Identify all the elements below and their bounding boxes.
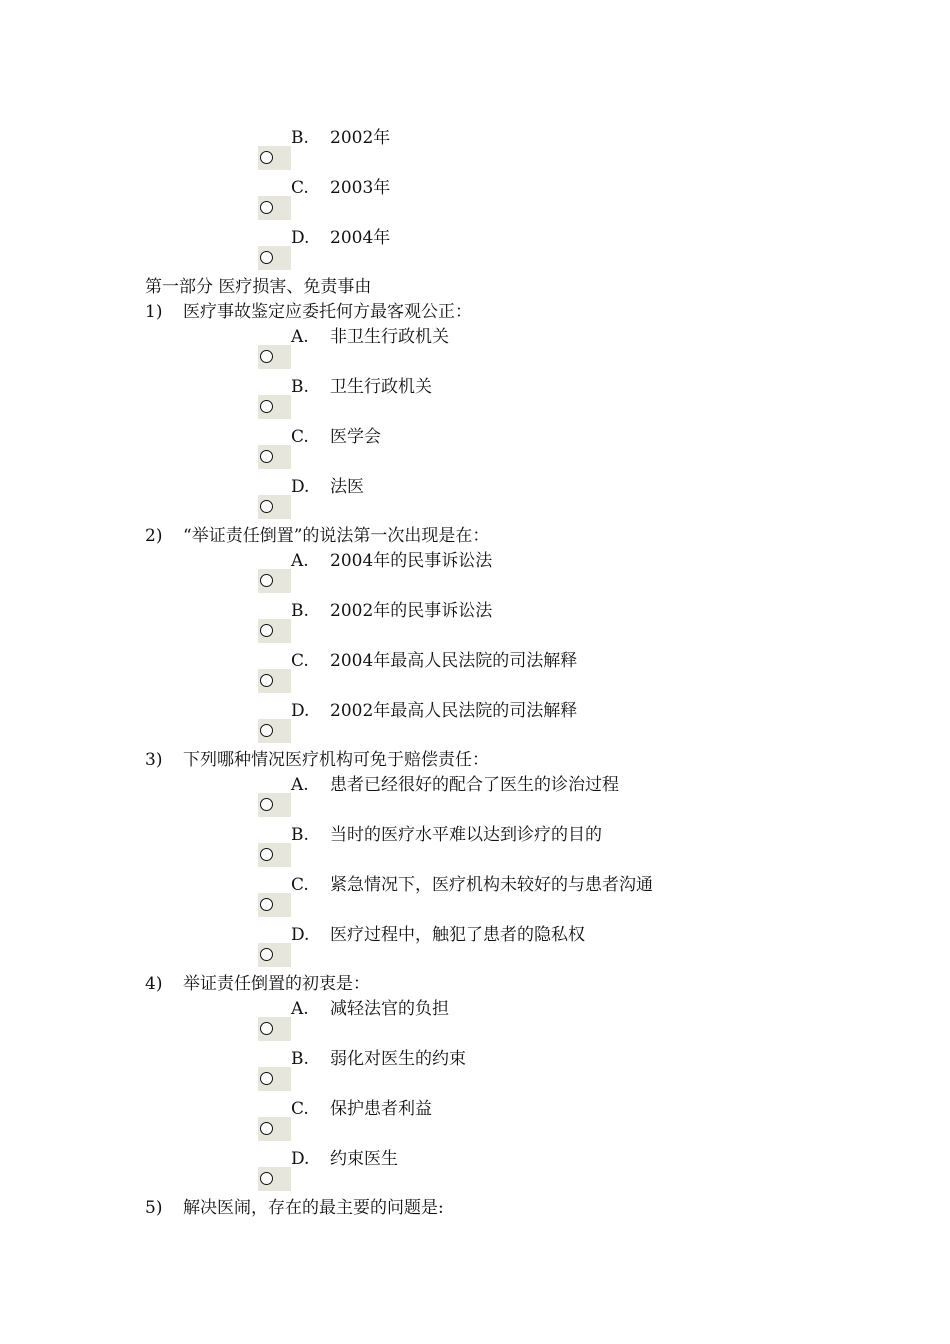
option-text: 2004年最高人民法院的司法解释	[330, 651, 578, 671]
option-letter: D.	[291, 477, 310, 497]
option-text: 2002年的民事诉讼法	[330, 601, 493, 621]
option-text: 医学会	[330, 427, 381, 447]
option-letter: B.	[291, 1049, 309, 1069]
option-text: 2003年	[330, 178, 391, 198]
radio-button[interactable]	[258, 843, 291, 867]
option-text: 减轻法官的负担	[330, 999, 449, 1019]
option-letter: B.	[291, 601, 309, 621]
option-letter: D.	[291, 701, 310, 721]
question-text: 解决医闹，存在的最主要的问题是:	[183, 1198, 444, 1218]
radio-button[interactable]	[258, 196, 291, 220]
radio-button[interactable]	[258, 445, 291, 469]
radio-circle-icon	[260, 624, 273, 637]
option-text: 非卫生行政机关	[330, 327, 449, 347]
radio-circle-icon	[260, 500, 273, 513]
option-letter: A.	[291, 327, 309, 347]
radio-circle-icon	[260, 400, 273, 413]
radio-button[interactable]	[258, 943, 291, 967]
question-number: 5)	[145, 1198, 163, 1218]
radio-button[interactable]	[258, 345, 291, 369]
option-text: 2004年的民事诉讼法	[330, 551, 493, 571]
radio-button[interactable]	[258, 619, 291, 643]
radio-circle-icon	[260, 450, 273, 463]
radio-button[interactable]	[258, 1017, 291, 1041]
radio-button[interactable]	[258, 719, 291, 743]
radio-circle-icon	[260, 1072, 273, 1085]
radio-circle-icon	[260, 1122, 273, 1135]
option-letter: C.	[291, 427, 309, 447]
option-text: 2002年	[330, 128, 391, 148]
option-text: 患者已经很好的配合了医生的诊治过程	[330, 775, 619, 795]
section-title: 第一部分 医疗损害、免责事由	[145, 277, 372, 297]
option-letter: A.	[291, 999, 309, 1019]
radio-circle-icon	[260, 251, 273, 264]
option-text: 2002年最高人民法院的司法解释	[330, 701, 578, 721]
radio-button[interactable]	[258, 669, 291, 693]
option-letter: B.	[291, 128, 309, 148]
option-letter: D.	[291, 228, 310, 248]
radio-button[interactable]	[258, 569, 291, 593]
option-letter: D.	[291, 925, 310, 945]
option-letter: C.	[291, 875, 309, 895]
radio-button[interactable]	[258, 1117, 291, 1141]
radio-button[interactable]	[258, 793, 291, 817]
option-text: 保护患者利益	[330, 1099, 432, 1119]
option-text: 法医	[330, 477, 364, 497]
option-letter: B.	[291, 825, 309, 845]
option-text: 约束医生	[330, 1149, 398, 1169]
option-text: 弱化对医生的约束	[330, 1049, 466, 1069]
question-number: 3)	[145, 750, 163, 770]
radio-circle-icon	[260, 1022, 273, 1035]
option-text: 紧急情况下，医疗机构未较好的与患者沟通	[330, 875, 653, 895]
option-letter: A.	[291, 775, 309, 795]
radio-circle-icon	[260, 798, 273, 811]
question-number: 1)	[145, 302, 163, 322]
radio-circle-icon	[260, 151, 273, 164]
radio-button[interactable]	[258, 246, 291, 270]
radio-circle-icon	[260, 1172, 273, 1185]
radio-button[interactable]	[258, 893, 291, 917]
radio-circle-icon	[260, 674, 273, 687]
option-text: 2004年	[330, 228, 391, 248]
radio-button[interactable]	[258, 395, 291, 419]
radio-circle-icon	[260, 724, 273, 737]
option-letter: C.	[291, 1099, 309, 1119]
radio-circle-icon	[260, 948, 273, 961]
question-number: 4)	[145, 974, 163, 994]
radio-circle-icon	[260, 848, 273, 861]
option-letter: C.	[291, 651, 309, 671]
radio-circle-icon	[260, 201, 273, 214]
radio-circle-icon	[260, 350, 273, 363]
radio-button[interactable]	[258, 1067, 291, 1091]
option-letter: C.	[291, 178, 309, 198]
option-text: 当时的医疗水平难以达到诊疗的目的	[330, 825, 602, 845]
radio-circle-icon	[260, 898, 273, 911]
question-text: 举证责任倒置的初衷是：	[183, 974, 370, 994]
radio-button[interactable]	[258, 1167, 291, 1191]
option-letter: A.	[291, 551, 309, 571]
option-letter: D.	[291, 1149, 310, 1169]
question-text: 医疗事故鉴定应委托何方最客观公正：	[183, 302, 472, 322]
option-text: 卫生行政机关	[330, 377, 432, 397]
radio-button[interactable]	[258, 146, 291, 170]
radio-button[interactable]	[258, 495, 291, 519]
option-text: 医疗过程中，触犯了患者的隐私权	[330, 925, 585, 945]
question-text: “举证责任倒置”的说法第一次出现是在：	[183, 526, 490, 546]
question-text: 下列哪种情况医疗机构可免于赔偿责任：	[183, 750, 489, 770]
option-letter: B.	[291, 377, 309, 397]
radio-circle-icon	[260, 574, 273, 587]
question-number: 2)	[145, 526, 163, 546]
